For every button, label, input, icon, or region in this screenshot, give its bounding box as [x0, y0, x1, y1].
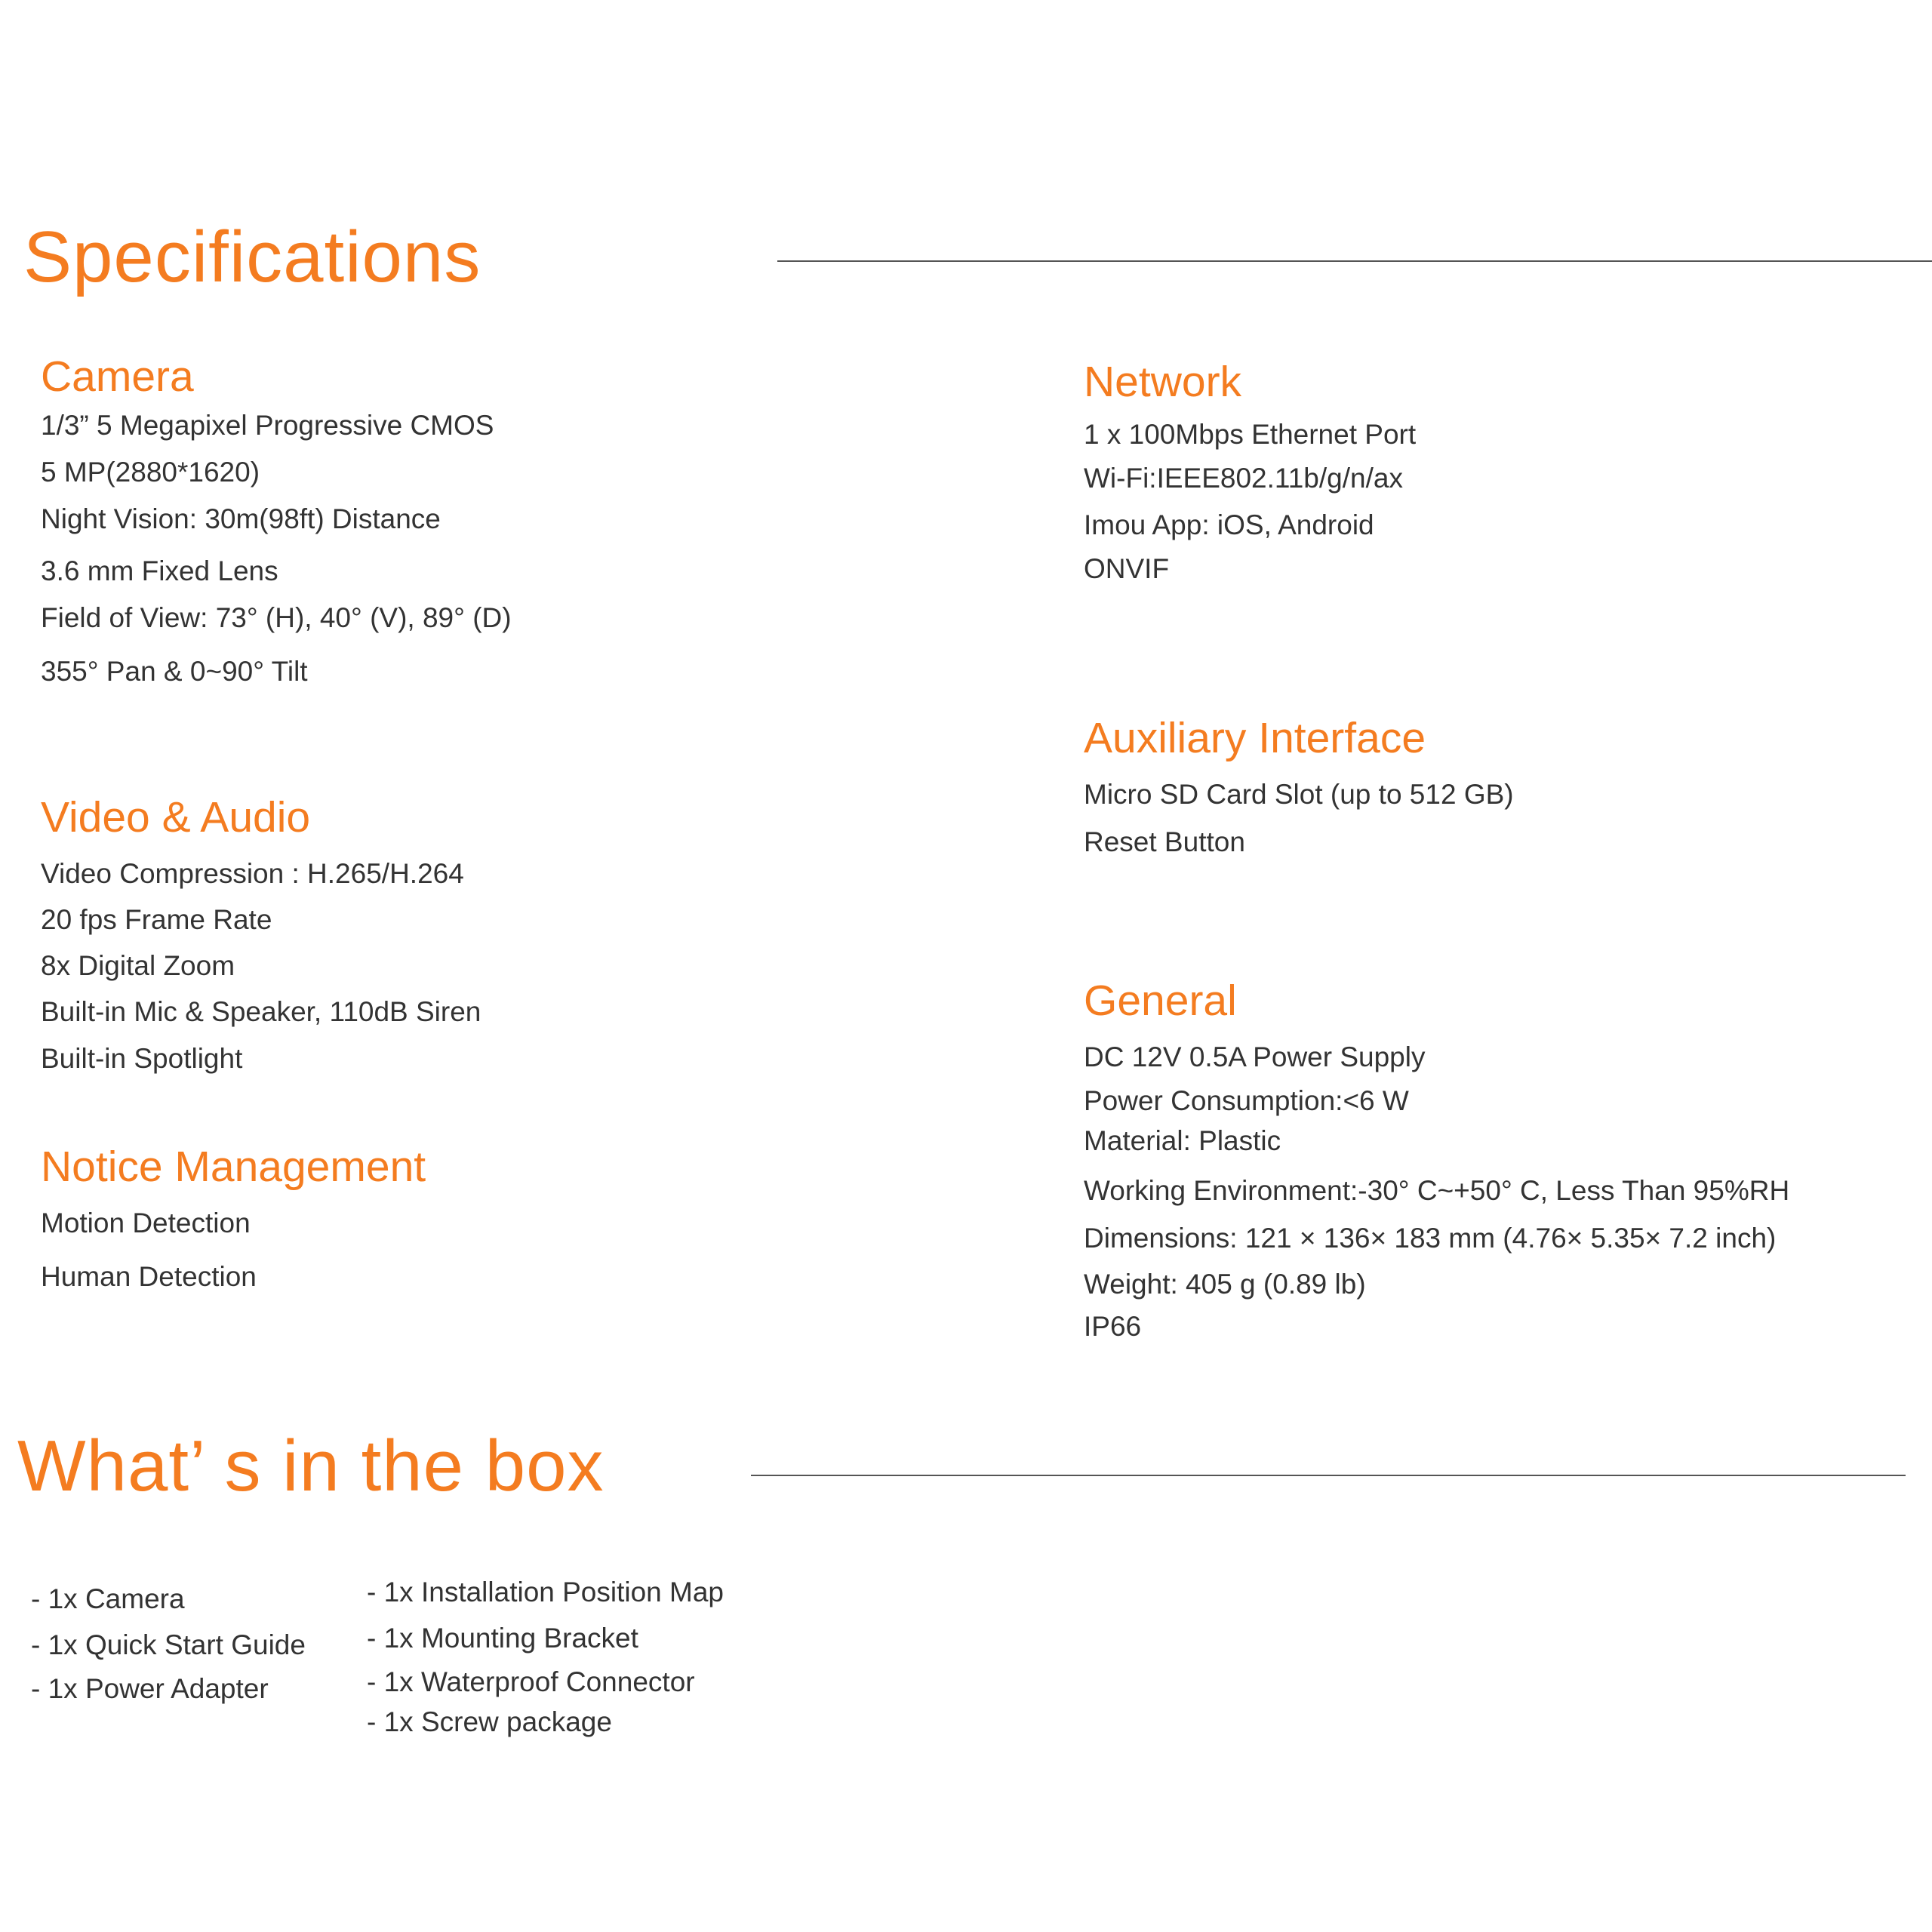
network-spec-app: Imou App: iOS, Android: [1084, 509, 1374, 540]
auxiliary-spec-sd-slot: Micro SD Card Slot (up to 512 GB): [1084, 779, 1514, 810]
notice-spec-human: Human Detection: [41, 1261, 257, 1292]
box-heading: What’ s in the box: [17, 1426, 605, 1506]
general-section: [1084, 977, 1790, 1342]
camera-spec-night-vision: Night Vision: 30m(98ft) Distance: [41, 503, 441, 534]
general-spec-weight: Weight: 405 g (0.89 lb): [1084, 1269, 1366, 1300]
notice-title: Notice Management: [41, 1143, 426, 1191]
box-item-camera: - 1x Camera: [31, 1583, 185, 1614]
audio-spec-mic-speaker: Built-in Mic & Speaker, 110dB Siren: [41, 996, 481, 1027]
video-spec-frame-rate: 20 fps Frame Rate: [41, 904, 272, 935]
notice-section: [41, 1143, 426, 1292]
notice-spec-motion: Motion Detection: [41, 1208, 251, 1238]
camera-spec-sensor: 1/3” 5 Megapixel Progressive CMOS: [41, 410, 494, 441]
camera-spec-pan-tilt: 355° Pan & 0~90° Tilt: [41, 656, 308, 687]
video-audio-section: [41, 793, 481, 1074]
camera-spec-lens: 3.6 mm Fixed Lens: [41, 555, 278, 586]
video-spec-zoom: 8x Digital Zoom: [41, 950, 235, 981]
box-item-waterproof-connector: - 1x Waterproof Connector: [367, 1666, 695, 1697]
general-title: General: [1084, 977, 1237, 1025]
network-section: [1084, 358, 1417, 584]
network-spec-ethernet: 1 x 100Mbps Ethernet Port: [1084, 419, 1417, 450]
network-spec-wifi: Wi-Fi:IEEE802.11b/g/n/ax: [1084, 463, 1403, 494]
video-spec-compression: Video Compression : H.265/H.264: [41, 858, 464, 889]
box-divider: [751, 1475, 1906, 1476]
box-item-mounting-bracket: - 1x Mounting Bracket: [367, 1623, 638, 1654]
video-spec-spotlight: Built-in Spotlight: [41, 1043, 243, 1074]
video-audio-title: Video & Audio: [41, 793, 311, 841]
specifications-heading: Specifications: [23, 217, 481, 297]
box-item-installation-map: - 1x Installation Position Map: [367, 1577, 724, 1607]
general-spec-environment: Working Environment:-30° C~+50° C, Less Than 95%RH: [1084, 1175, 1790, 1206]
general-spec-ip-rating: IP66: [1084, 1311, 1142, 1342]
camera-section: [41, 352, 512, 687]
box-item-screw-package: - 1x Screw package: [367, 1706, 612, 1737]
general-spec-dimensions: Dimensions: 121 × 136× 183 mm (4.76× 5.35× 7.2 inch): [1084, 1223, 1777, 1254]
network-title: Network: [1084, 358, 1242, 406]
camera-spec-field-of-view: Field of View: 73° (H), 40° (V), 89° (D): [41, 602, 512, 633]
auxiliary-section: [1084, 714, 1514, 857]
network-spec-onvif: ONVIF: [1084, 553, 1170, 584]
camera-spec-resolution: 5 MP(2880*1620): [41, 457, 260, 488]
general-spec-material: Material: Plastic: [1084, 1125, 1281, 1156]
box-item-quick-start-guide: - 1x Quick Start Guide: [31, 1629, 306, 1660]
auxiliary-title: Auxiliary Interface: [1084, 714, 1426, 762]
general-spec-power-supply: DC 12V 0.5A Power Supply: [1084, 1041, 1426, 1072]
camera-title: Camera: [41, 352, 194, 401]
box-item-power-adapter: - 1x Power Adapter: [31, 1673, 269, 1704]
specifications-divider: [777, 260, 1932, 262]
auxiliary-spec-reset: Reset Button: [1084, 826, 1245, 857]
general-spec-consumption: Power Consumption:<6 W: [1084, 1085, 1409, 1116]
